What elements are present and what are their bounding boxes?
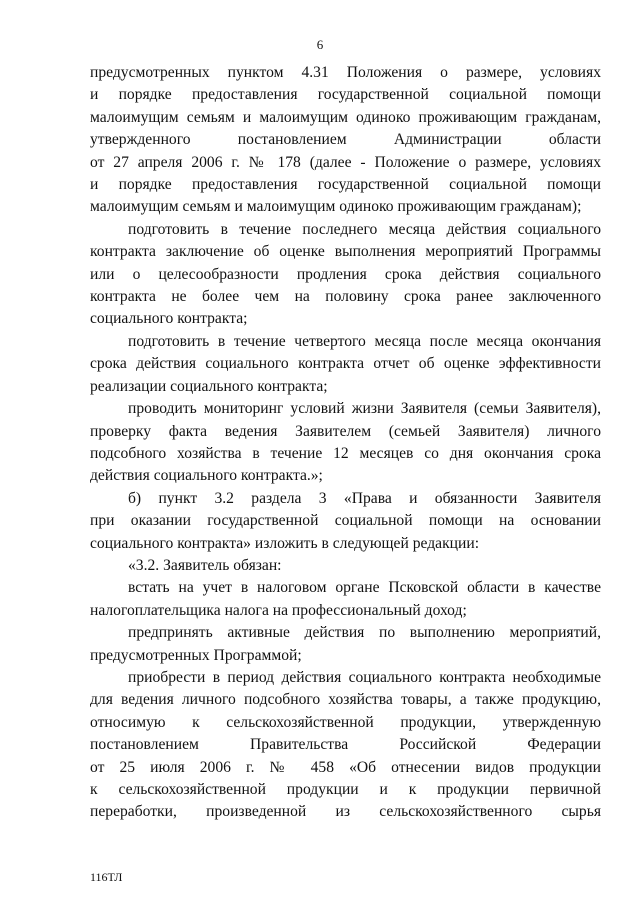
text-line: утвержденного постановлением Администрации области [90,131,601,149]
text-line: и порядке предоставления государственной социальной помощи [90,176,601,194]
text-line: налогоплательщика налога на профессиональный доход; [90,601,467,619]
document-code: 116ТЛ [90,870,123,884]
paragraph [90,398,601,488]
paragraph [90,331,601,398]
document-body [90,62,601,824]
page-number: 6 [316,37,324,52]
text-line: контракта не более чем на половину срока ранее заключенного [90,288,601,306]
text-line: предусмотренных Программой; [90,646,302,664]
text-line: малоимущим семьям и малоимущим одиноко проживающим гражданам); [90,198,582,216]
text-line: срока действия социального контракта отчет об оценке эффективности [90,355,601,373]
text-line: социального контракта; [90,310,248,328]
text-line: проводить мониторинг условий жизни Заявителя (семьи Заявителя), [128,400,601,418]
text-line: относимую к сельскохозяйственной продукции, утвержденную [90,713,601,731]
text-line: к сельскохозяйственной продукции и к продукции первичной [90,781,601,798]
paragraph [90,577,601,622]
text-line: от 25 июля 2006 г. № 458 «Об отнесении видов продукции [90,758,601,776]
text-line: предусмотренных пунктом 4.31 Положения о размере, условиях [90,64,601,81]
text-line: подготовить в течение последнего месяца действия социального [128,220,601,238]
paragraph [90,667,601,824]
paragraph [90,219,601,331]
paragraph [90,62,601,219]
text-line: контракта заключение об оценке выполнения мероприятий Программы [90,243,601,261]
text-line: «3.2. Заявитель обязан: [128,556,282,574]
paragraph [90,555,601,577]
text-line: для ведения личного подсобного хозяйства товары, а также продукцию, [90,691,601,709]
text-line: встать на учет в налоговом органе Псковской области в качестве [128,579,601,597]
text-line: приобрести в период действия социального контракта необходимые [128,668,601,686]
text-line: от 27 апреля 2006 г. № 178 (далее - Положение о размере, условиях [90,153,601,171]
text-line: постановлением Правительства Российской Федерации [90,736,601,754]
text-line: и порядке предоставления государственной социальной помощи [90,86,601,104]
text-line: проверку факта ведения Заявителем (семьей Заявителя) личного [90,422,601,440]
text-line: предпринять активные действия по выполнению мероприятий, [128,624,601,642]
paragraph [90,622,601,667]
text-line: реализации социального контракта; [90,377,328,395]
text-line: подсобного хозяйства в течение 12 месяцев со дня окончания срока [90,444,601,462]
text-line: при оказании государственной социальной помощи на основании [90,512,601,530]
text-line: переработки, произведенной из сельскохозяйственного сырья [90,803,601,821]
text-line: или о целесообразности продления срока действия социального [90,265,601,283]
text-line: б) пункт 3.2 раздела 3 «Права и обязанности Заявителя [128,489,601,507]
text-line: подготовить в течение четвертого месяца после месяца окончания [128,332,601,350]
paragraph [90,488,601,555]
text-line: действия социального контракта.»; [90,467,323,485]
text-line: социального контракта» изложить в следующей редакции: [90,534,480,552]
text-line: малоимущим семьям и малоимущим одиноко проживающим гражданам, [90,108,601,126]
